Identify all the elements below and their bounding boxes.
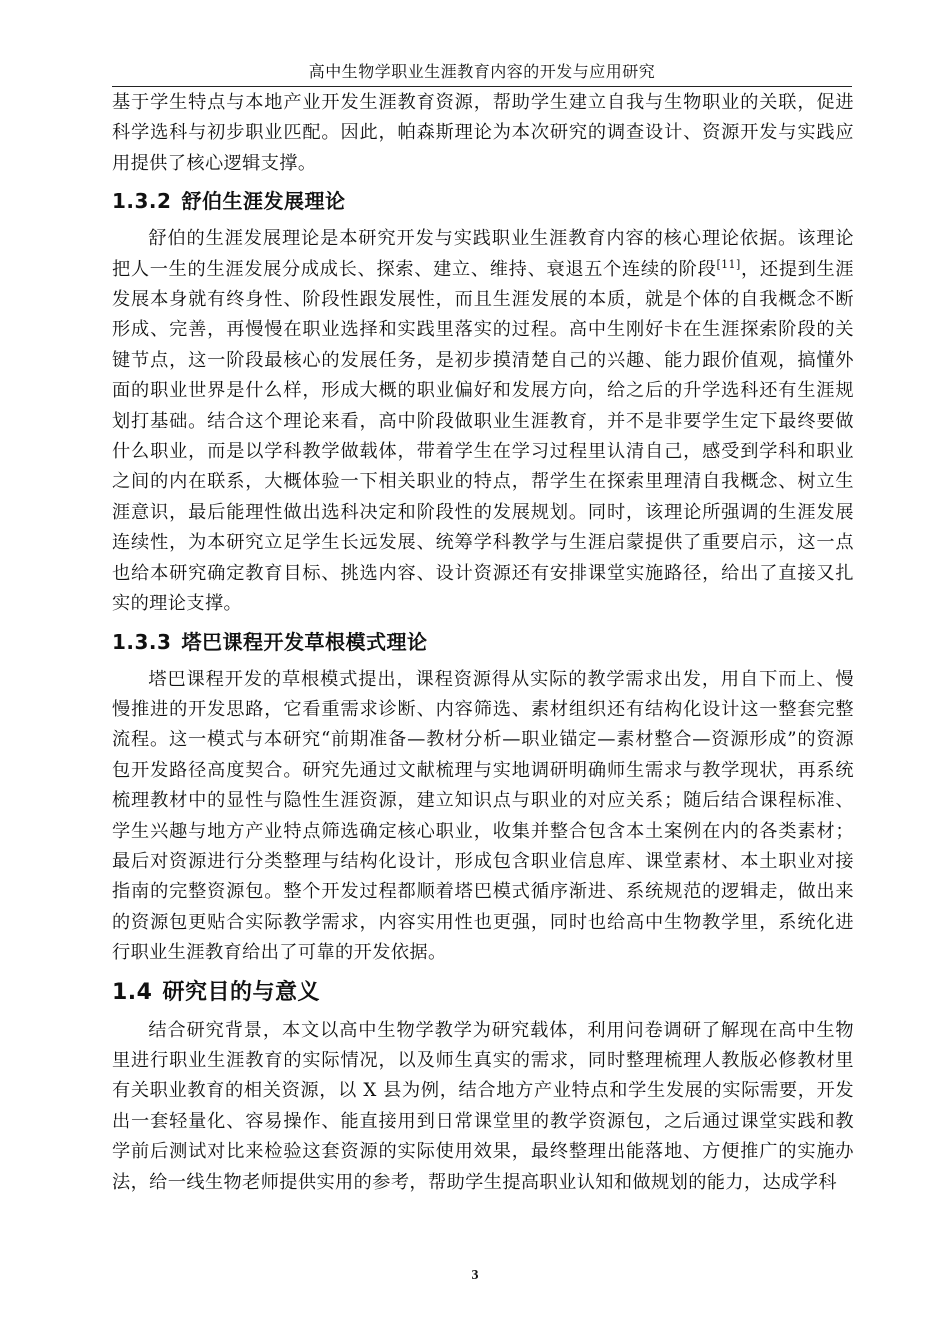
section-title: 研究目的与意义 (162, 979, 320, 1005)
section-title: 舒伯生涯发展理论 (181, 189, 346, 214)
body-content (112, 88, 854, 1198)
paragraph-text: 舒伯的生涯发展理论是本研究开发与实践职业生涯教育内容的核心理论依据。该理论把人一生的生涯发展分成成长、探索、建立、维持、衰退五个连续的阶段 (112, 228, 854, 280)
paragraph-research-purpose: 结合研究背景，本文以高中生物学教学为研究载体，利用问卷调研了解现在高中生物里进行职业生涯教育的实际情况，以及师生真实的需求，同时整理梳理人教版必修教材里有关职业教育的相关资源，以 X 县为例，结合地方产业特点和学生发展的实际需要，开发出一套轻量化、容易操作、能直接用到日常课堂里的教学资源包，之后通过课堂实践和教学前后测试对比来检验这套资源的实际使用效果，最终整理出能落地、方便推广的实施办法，给一线生物老师提供实用的参考，帮助学生提高职业认知和做规划的能力，达成学科 (112, 1019, 854, 1193)
citation-marker: [11] (716, 257, 741, 271)
paragraph-continued: 基于学生特点与本地产业开发生涯教育资源，帮助学生建立自我与生物职业的关联，促进科学选科与初步职业匹配。因此，帕森斯理论为本次研究的调查设计、资源开发与实践应用提供了核心逻辑支撑。 (112, 92, 854, 174)
paragraph-taba-model: 塔巴课程开发的草根模式提出，课程资源得从实际的教学需求出发，用自下而上、慢慢推进的开发思路，它看重需求诊断、内容筛选、素材组织还有结构化设计这一整套完整流程。这一模式与本研究“前期准备—教材分析—职业锚定—素材整合—资源形成”的资源包开发路径高度契合。研究先通过文献梳理与实地调研明确师生需求与教学现状，再系统梳理教材中的显性与隐性生涯资源，建立知识点与职业的对应关系；随后结合课程标准、学生兴趣与地方产业特点筛选确定核心职业，收集并整合包含本土案例在内的各类素材；最后对资源进行分类整理与结构化设计，形成包含职业信息库、课堂素材、本土职业对接指南的完整资源包。整个开发过程都顺着塔巴模式循序渐进、系统规范的逻辑走，做出来的资源包更贴合实际教学需求，内容实用性也更强，同时也给高中生物教学里，系统化进行职业生涯教育给出了可靠的开发依据。 (112, 668, 854, 964)
section-title: 塔巴课程开发草根模式理论 (181, 629, 428, 654)
section-number: 1.3.2 (112, 189, 172, 214)
section-number: 1.3.3 (112, 629, 172, 654)
section-heading-1-4 (112, 978, 854, 1008)
section-number: 1.4 (112, 979, 153, 1005)
paragraph-text: ，还提到生涯发展本身就有终身性、阶段性跟发展性，而且生涯发展的本质，就是个体的自我概念不断形成、完善，再慢慢在职业选择和实践里落实的过程。高中生刚好卡在生涯探索阶段的关键节点，这一阶段最核心的发展任务，是初步摸清楚自己的兴趣、能力跟价值观，搞懂外面的职业世界是什么样，形成大概的职业偏好和发展方向，给之后的升学选科还有生涯规划打基础。结合这个理论来看，高中阶段做职业生涯教育，并不是非要学生定下最终要做什么职业，而是以学科教学做载体，带着学生在学习过程里认清自己，感受到学科和职业之间的内在联系，大概体验一下相关职业的特点，帮学生在探索里理清自我概念、树立生涯意识，最后能理性做出选科决定和阶段性的发展规划。同时，该理论所强调的生涯发展连续性，为本研究立足学生长远发展、统筹学科教学与生涯启蒙提供了重要启示，这一点也给本研究确定教育目标、挑选内容、设计资源还有安排课堂实施路径，给出了直接又扎实的理论支撑。 (112, 258, 854, 615)
running-header: 高中生物学职业生涯教育内容的开发与应用研究 (308, 62, 656, 81)
section-heading-1-3-2 (112, 186, 854, 216)
header-rule (112, 86, 852, 87)
paragraph-super-theory (112, 224, 854, 619)
section-heading-1-3-3 (112, 627, 854, 657)
page-number: 3 (471, 1268, 479, 1283)
